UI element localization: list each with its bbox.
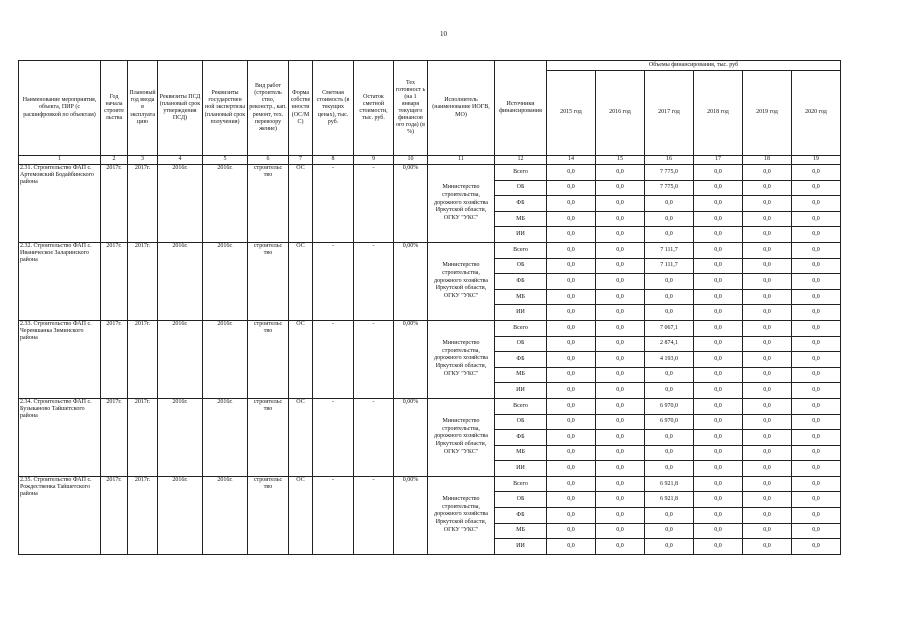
funding-value: 0,0 (596, 461, 645, 477)
funding-value: 0,0 (596, 539, 645, 555)
funding-value: 0,0 (694, 508, 743, 524)
column-number: 12 (495, 156, 547, 165)
column-number: 17 (694, 156, 743, 165)
funding-value: 0,0 (645, 430, 694, 446)
remaining-cost: - (354, 242, 394, 320)
readiness: 0,00% (394, 165, 428, 243)
funding-value: 0,0 (694, 476, 743, 492)
funding-source: МБ (495, 445, 547, 461)
psd-date: 2016г. (158, 476, 203, 554)
funding-source: ИИ (495, 227, 547, 243)
funding-value: 0,0 (792, 539, 841, 555)
planned-year: 2017г. (128, 165, 158, 243)
funding-value: 0,0 (547, 492, 596, 508)
funding-value: 0,0 (547, 398, 596, 414)
funding-value: 0,0 (547, 165, 596, 181)
funding-value: 0,0 (645, 508, 694, 524)
column-number: 15 (596, 156, 645, 165)
funding-source: МБ (495, 523, 547, 539)
funding-value: 0,0 (645, 461, 694, 477)
estimated-cost: - (313, 320, 354, 398)
header-start-year: Год начала строите льства (101, 61, 128, 156)
funding-value: 0,0 (547, 289, 596, 305)
funding-value: 0,0 (596, 430, 645, 446)
header-sources: Источники финансирования (495, 61, 547, 156)
header-name: Наименование мероприятия, объекта, ПИР (с расшифровкой по объектам) (19, 61, 101, 156)
table-row (19, 398, 841, 414)
psd-date: 2016г. (158, 242, 203, 320)
funding-value: 0,0 (645, 383, 694, 399)
expertise-date: 2016г. (203, 242, 248, 320)
ownership: ОС (289, 476, 313, 554)
funding-value: 0,0 (596, 180, 645, 196)
funding-value: 0,0 (743, 492, 792, 508)
expertise-date: 2016г. (203, 476, 248, 554)
funding-value: 0,0 (792, 523, 841, 539)
funding-value: 0,0 (694, 211, 743, 227)
funding-value: 0,0 (694, 430, 743, 446)
funding-value: 0,0 (743, 180, 792, 196)
funding-source: ФБ (495, 430, 547, 446)
funding-value: 0,0 (743, 445, 792, 461)
funding-value: 0,0 (596, 289, 645, 305)
header-planned-year: Плановый год ввода в эксплуата цию (128, 61, 158, 156)
funding-value: 0,0 (547, 320, 596, 336)
column-number: 18 (743, 156, 792, 165)
funding-value: 0,0 (792, 305, 841, 321)
funding-source: Всего (495, 476, 547, 492)
funding-value: 7 067,1 (645, 320, 694, 336)
funding-value: 0,0 (547, 445, 596, 461)
funding-value: 0,0 (792, 476, 841, 492)
funding-value: 0,0 (694, 352, 743, 368)
ownership: ОС (289, 320, 313, 398)
funding-value: 0,0 (792, 398, 841, 414)
executor: Министерство строительства, дорожного хозяйства Иркутской области, ОГКУ "УКС" (428, 242, 495, 320)
funding-value: 0,0 (547, 305, 596, 321)
funding-value: 0,0 (694, 258, 743, 274)
column-number: 8 (313, 156, 354, 165)
funding-value: 0,0 (792, 430, 841, 446)
funding-source: ИИ (495, 383, 547, 399)
funding-value: 0,0 (547, 242, 596, 258)
funding-value: 0,0 (792, 461, 841, 477)
funding-value: 0,0 (645, 211, 694, 227)
funding-value: 0,0 (596, 492, 645, 508)
ownership: ОС (289, 165, 313, 243)
page-number: 10 (440, 30, 447, 38)
funding-source: Всего (495, 320, 547, 336)
funding-value: 0,0 (694, 383, 743, 399)
funding-value: 0,0 (792, 414, 841, 430)
funding-value: 0,0 (792, 196, 841, 212)
funding-value: 0,0 (743, 165, 792, 181)
object-name: 2.34. Строительство ФАП с. Бузыканово Тайшетского района (19, 398, 101, 476)
column-number: 5 (203, 156, 248, 165)
funding-value: 0,0 (694, 414, 743, 430)
object-name: 2.31. Строительство ФАП с. Артемовский Бодайбинского района (19, 165, 101, 243)
start-year: 2017г. (101, 165, 128, 243)
expertise-date: 2016г. (203, 320, 248, 398)
executor: Министерство строительства, дорожного хозяйства Иркутской области, ОГКУ "УКС" (428, 320, 495, 398)
planned-year: 2017г. (128, 242, 158, 320)
funding-value: 0,0 (743, 508, 792, 524)
header-readiness: Тех готовност ь (на 1 января текущего финансов ого года) (в %) (394, 61, 428, 156)
funding-value: 0,0 (792, 383, 841, 399)
header-remaining-cost: Остаток сметной стоимости, тыс. руб. (354, 61, 394, 156)
funding-value: 0,0 (645, 227, 694, 243)
funding-value: 0,0 (743, 211, 792, 227)
ownership: ОС (289, 242, 313, 320)
funding-value: 0,0 (792, 227, 841, 243)
header-ownership: Форма собстве нности (ОС/М С) (289, 61, 313, 156)
column-number: 7 (289, 156, 313, 165)
funding-source: ОБ (495, 258, 547, 274)
table-body (19, 165, 841, 555)
column-number: 16 (645, 156, 694, 165)
funding-value: 0,0 (596, 211, 645, 227)
estimated-cost: - (313, 398, 354, 476)
funding-value: 0,0 (792, 320, 841, 336)
column-number: 19 (792, 156, 841, 165)
funding-value: 0,0 (645, 445, 694, 461)
funding-value: 6 921,8 (645, 492, 694, 508)
funding-value: 0,0 (792, 336, 841, 352)
planned-year: 2017г. (128, 320, 158, 398)
column-number: 1 (19, 156, 101, 165)
funding-value: 0,0 (596, 305, 645, 321)
start-year: 2017г. (101, 320, 128, 398)
funding-value: 0,0 (743, 242, 792, 258)
funding-source: ИИ (495, 305, 547, 321)
funding-value: 0,0 (743, 461, 792, 477)
funding-value: 0,0 (645, 523, 694, 539)
funding-value: 2 874,1 (645, 336, 694, 352)
funding-value: 0,0 (694, 320, 743, 336)
funding-source: ФБ (495, 274, 547, 290)
funding-value: 6 970,0 (645, 414, 694, 430)
readiness: 0,00% (394, 476, 428, 554)
executor: Министерство строительства, дорожного хозяйства Иркутской области, ОГКУ "УКС" (428, 165, 495, 243)
funding-value: 0,0 (596, 476, 645, 492)
funding-value: 7 111,7 (645, 242, 694, 258)
expertise-date: 2016г. (203, 165, 248, 243)
funding-value: 0,0 (743, 398, 792, 414)
funding-value: 0,0 (792, 352, 841, 368)
column-number: 10 (394, 156, 428, 165)
funding-value: 0,0 (547, 211, 596, 227)
funding-source: ОБ (495, 414, 547, 430)
remaining-cost: - (354, 320, 394, 398)
funding-source: ИИ (495, 539, 547, 555)
funding-value: 0,0 (694, 539, 743, 555)
start-year: 2017г. (101, 476, 128, 554)
funding-value: 0,0 (645, 367, 694, 383)
funding-value: 0,0 (694, 523, 743, 539)
funding-value: 0,0 (694, 165, 743, 181)
funding-value: 0,0 (596, 227, 645, 243)
header-year: 2015 год (547, 70, 596, 155)
funding-value: 0,0 (792, 180, 841, 196)
funding-value: 0,0 (694, 398, 743, 414)
table-row (19, 242, 841, 258)
funding-source: МБ (495, 367, 547, 383)
estimated-cost: - (313, 242, 354, 320)
funding-value: 0,0 (792, 508, 841, 524)
column-number: 11 (428, 156, 495, 165)
funding-value: 6 921,8 (645, 476, 694, 492)
column-number: 3 (128, 156, 158, 165)
table-row (19, 320, 841, 336)
funding-source: ИИ (495, 461, 547, 477)
funding-value: 0,0 (645, 305, 694, 321)
planned-year: 2017г. (128, 476, 158, 554)
header-year: 2017 год (645, 70, 694, 155)
funding-value: 0,0 (596, 398, 645, 414)
object-name: 2.35. Строительство ФАП с. Рождественка Тайшетского района (19, 476, 101, 554)
funding-value: 0,0 (547, 367, 596, 383)
funding-value: 7 111,7 (645, 258, 694, 274)
funding-value: 0,0 (596, 352, 645, 368)
funding-source: Всего (495, 398, 547, 414)
funding-source: Всего (495, 165, 547, 181)
funding-value: 0,0 (743, 476, 792, 492)
funding-value: 0,0 (596, 383, 645, 399)
planned-year: 2017г. (128, 398, 158, 476)
funding-value: 0,0 (743, 414, 792, 430)
funding-source: ОБ (495, 180, 547, 196)
funding-value: 0,0 (694, 242, 743, 258)
funding-value: 0,0 (596, 320, 645, 336)
funding-value: 0,0 (792, 274, 841, 290)
funding-value: 0,0 (547, 476, 596, 492)
ownership: ОС (289, 398, 313, 476)
funding-value: 6 970,0 (645, 398, 694, 414)
funding-value: 0,0 (792, 242, 841, 258)
funding-source: МБ (495, 289, 547, 305)
psd-date: 2016г. (158, 165, 203, 243)
funding-value: 0,0 (694, 445, 743, 461)
work-type: строительс тво (248, 320, 289, 398)
funding-value: 0,0 (596, 274, 645, 290)
funding-source: ФБ (495, 196, 547, 212)
funding-value: 0,0 (743, 258, 792, 274)
funding-value: 0,0 (596, 508, 645, 524)
funding-value: 0,0 (792, 367, 841, 383)
funding-value: 0,0 (694, 289, 743, 305)
funding-value: 0,0 (743, 305, 792, 321)
funding-value: 0,0 (743, 383, 792, 399)
work-type: строительс тво (248, 476, 289, 554)
funding-value: 0,0 (645, 196, 694, 212)
funding-value: 0,0 (547, 336, 596, 352)
column-number: 6 (248, 156, 289, 165)
column-number-row (19, 156, 841, 165)
funding-value: 0,0 (792, 492, 841, 508)
funding-value: 0,0 (743, 274, 792, 290)
funding-value: 0,0 (547, 180, 596, 196)
psd-date: 2016г. (158, 398, 203, 476)
work-type: строительс тво (248, 165, 289, 243)
object-name: 2.32. Строительство ФАП с. Иваническое Заларинского района (19, 242, 101, 320)
column-number: 2 (101, 156, 128, 165)
column-number: 14 (547, 156, 596, 165)
header-work-type: Вид работ (строитель ство, реконстр., кап. ремонт, тех. перевоору жение) (248, 61, 289, 156)
funding-value: 0,0 (694, 180, 743, 196)
funding-value: 4 193,0 (645, 352, 694, 368)
funding-value: 0,0 (596, 414, 645, 430)
funding-value: 0,0 (547, 196, 596, 212)
start-year: 2017г. (101, 242, 128, 320)
funding-value: 7 775,0 (645, 165, 694, 181)
funding-value: 0,0 (547, 274, 596, 290)
funding-value: 0,0 (792, 165, 841, 181)
funding-value: 0,0 (547, 539, 596, 555)
funding-value: 0,0 (743, 430, 792, 446)
header-year: 2016 год (596, 70, 645, 155)
funding-value: 0,0 (596, 258, 645, 274)
funding-value: 0,0 (743, 367, 792, 383)
funding-value: 0,0 (547, 461, 596, 477)
funding-value: 0,0 (743, 336, 792, 352)
funding-value: 0,0 (547, 414, 596, 430)
funding-value: 0,0 (547, 523, 596, 539)
funding-source: ФБ (495, 508, 547, 524)
funding-value: 0,0 (596, 336, 645, 352)
readiness: 0,00% (394, 320, 428, 398)
funding-value: 0,0 (596, 196, 645, 212)
funding-table (18, 60, 841, 555)
work-type: строительс тво (248, 242, 289, 320)
funding-value: 0,0 (694, 227, 743, 243)
funding-value: 0,0 (743, 523, 792, 539)
readiness: 0,00% (394, 398, 428, 476)
funding-value: 0,0 (694, 492, 743, 508)
funding-value: 0,0 (694, 274, 743, 290)
funding-value: 0,0 (694, 196, 743, 212)
remaining-cost: - (354, 165, 394, 243)
column-number: 4 (158, 156, 203, 165)
funding-source: ОБ (495, 492, 547, 508)
funding-value: 0,0 (743, 227, 792, 243)
funding-value: 0,0 (596, 523, 645, 539)
header-year: 2018 год (694, 70, 743, 155)
object-name: 2.33. Строительство ФАП с. Черемшанка Зиминского района (19, 320, 101, 398)
remaining-cost: - (354, 398, 394, 476)
funding-value: 0,0 (792, 445, 841, 461)
header-funding-group: Объемы финансирования, тыс. руб (547, 61, 841, 71)
funding-source: Всего (495, 242, 547, 258)
funding-value: 0,0 (743, 289, 792, 305)
executor: Министерство строительства, дорожного хозяйства Иркутской области, ОГКУ "УКС" (428, 476, 495, 554)
funding-value: 0,0 (547, 430, 596, 446)
funding-value: 0,0 (694, 336, 743, 352)
start-year: 2017г. (101, 398, 128, 476)
table-row (19, 165, 841, 181)
funding-value: 7 775,0 (645, 180, 694, 196)
funding-value: 0,0 (694, 305, 743, 321)
funding-value: 0,0 (547, 227, 596, 243)
funding-value: 0,0 (596, 165, 645, 181)
funding-value: 0,0 (547, 258, 596, 274)
table-row (19, 476, 841, 492)
funding-value: 0,0 (792, 289, 841, 305)
funding-value: 0,0 (792, 258, 841, 274)
funding-value: 0,0 (743, 196, 792, 212)
header-estimated-cost: Сметная стоимость (в текущих ценах), тыс. руб. (313, 61, 354, 156)
funding-source: МБ (495, 211, 547, 227)
header-expertise: Реквизиты государствен ной экспертизы (плановый срок получения) (203, 61, 248, 156)
funding-value: 0,0 (694, 461, 743, 477)
estimated-cost: - (313, 476, 354, 554)
funding-value: 0,0 (596, 445, 645, 461)
table-header (19, 61, 841, 165)
funding-value: 0,0 (743, 539, 792, 555)
estimated-cost: - (313, 165, 354, 243)
header-year: 2020 год (792, 70, 841, 155)
funding-value: 0,0 (645, 274, 694, 290)
funding-value: 0,0 (547, 508, 596, 524)
funding-value: 0,0 (743, 352, 792, 368)
header-psd: Реквизиты ПСД (плановый срок утверждения ПСД) (158, 61, 203, 156)
funding-value: 0,0 (792, 211, 841, 227)
funding-source: ФБ (495, 352, 547, 368)
executor: Министерство строительства, дорожного хозяйства Иркутской области, ОГКУ "УКС" (428, 398, 495, 476)
funding-value: 0,0 (596, 367, 645, 383)
header-executor: Исполнитель (наименование ИОГВ, МО) (428, 61, 495, 156)
funding-value: 0,0 (547, 352, 596, 368)
expertise-date: 2016г. (203, 398, 248, 476)
work-type: строительс тво (248, 398, 289, 476)
readiness: 0,00% (394, 242, 428, 320)
funding-source: ОБ (495, 336, 547, 352)
funding-value: 0,0 (645, 289, 694, 305)
funding-value: 0,0 (743, 320, 792, 336)
psd-date: 2016г. (158, 320, 203, 398)
funding-value: 0,0 (596, 242, 645, 258)
column-number: 9 (354, 156, 394, 165)
header-year: 2019 год (743, 70, 792, 155)
remaining-cost: - (354, 476, 394, 554)
funding-value: 0,0 (694, 367, 743, 383)
funding-value: 0,0 (547, 383, 596, 399)
funding-value: 0,0 (645, 539, 694, 555)
